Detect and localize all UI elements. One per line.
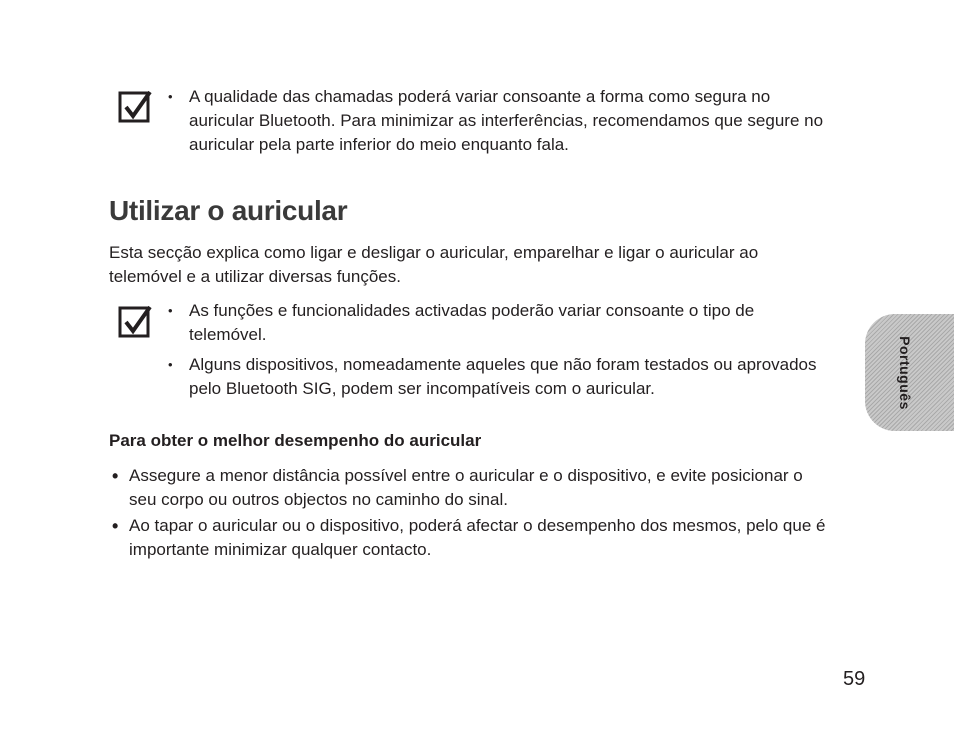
checkbox-note-icon (118, 90, 154, 124)
page-number: 59 (843, 668, 866, 690)
tip-item: • Ao tapar o auricular ou o dispositivo, poderá afectar o desempenho dos mesmos, pelo que é importante minimizar qualquer contacto. (109, 514, 834, 562)
section-title: Utilizar o auricular (109, 195, 348, 226)
language-tab-label: Português (896, 335, 913, 410)
language-tab (865, 314, 954, 431)
note-item: • As funções e funcionalidades activadas poderão variar consoante o tipo de telemóvel. (168, 299, 828, 347)
checkbox-note-icon (118, 305, 154, 339)
section-intro: Esta secção explica como ligar e desligar o auricular, emparelhar e ligar o auricular ao telemóvel e a utilizar diversas funções. (109, 243, 759, 286)
note-list (168, 85, 828, 157)
note-item: • Alguns dispositivos, nomeadamente aqueles que não foram testados ou aprovados pelo Bluetooth SIG, podem ser incompatíveis com o auricular. (168, 353, 828, 401)
tips-list (109, 464, 834, 562)
note-item: • A qualidade das chamadas poderá variar consoante a forma como segura no auricular Bluetooth. Para minimizar as interferências, recomendamos que segure no auricular pela parte inferior do meio enquanto fala. (168, 85, 828, 157)
subsection-title: Para obter o melhor desempenho do auricular (109, 431, 482, 450)
note-list (168, 299, 828, 401)
tip-item: • Assegure a menor distância possível entre o auricular e o dispositivo, e evite posicionar o seu corpo ou outros objectos no caminho do sinal. (109, 464, 834, 512)
